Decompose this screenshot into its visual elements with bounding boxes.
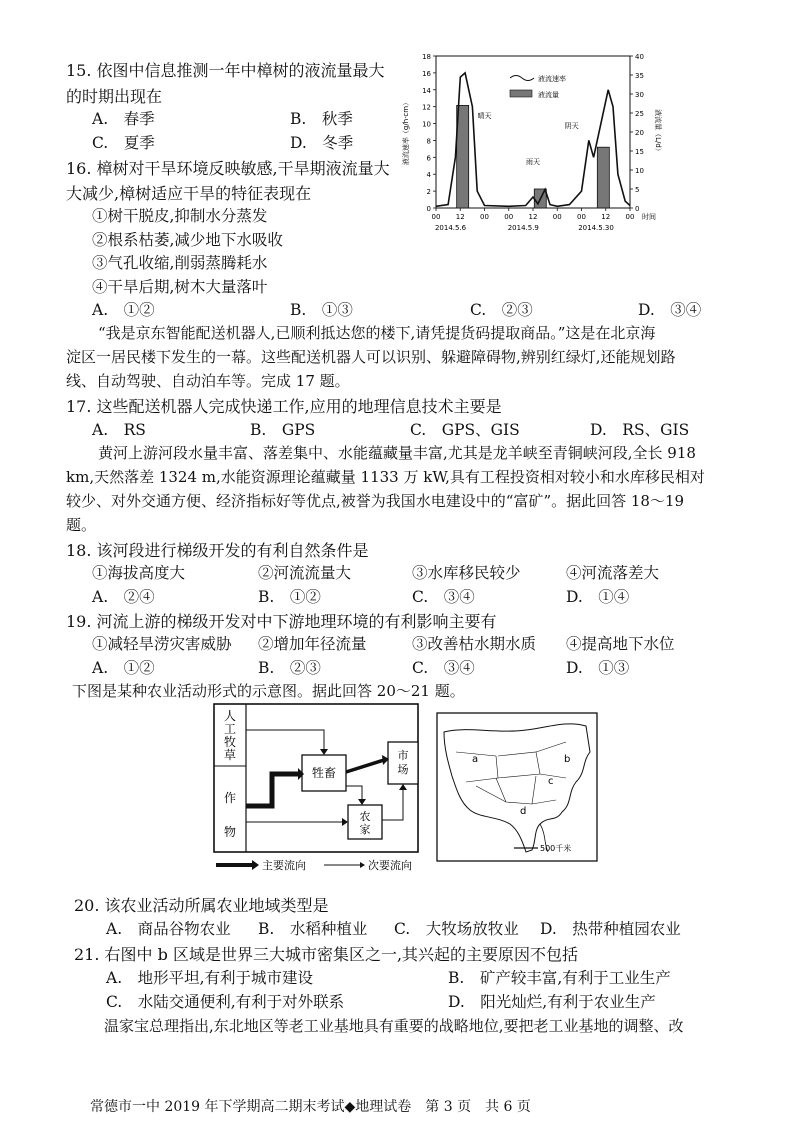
map-label-b: b bbox=[564, 754, 571, 765]
q18-option-b: B. ①② bbox=[258, 588, 321, 606]
x-tick-label: 00 bbox=[504, 213, 514, 221]
pasture-flow-arrowhead bbox=[320, 749, 328, 755]
sap-flow-volume-bar bbox=[457, 105, 469, 208]
pasture-flow-line bbox=[246, 730, 324, 753]
q19-option-c: C. ③④ bbox=[412, 659, 475, 677]
q18-item-4: ④河流落差大 bbox=[566, 564, 660, 582]
left-tick-label: 4 bbox=[426, 171, 431, 180]
passage22-line1: 温家宝总理指出,东北地区等老工业基地具有重要的战略地位,要把老工业基地的调整、改 bbox=[104, 1017, 684, 1035]
main-flow-arrow bbox=[246, 774, 298, 806]
right-tick-label: 0 bbox=[635, 205, 640, 213]
page-footer: 常德市一中 2019 年下学期高二期末考试◆地理试卷 第 3 页 共 6 页 bbox=[90, 1099, 531, 1115]
x-axis-label: 时间 bbox=[642, 213, 656, 221]
q17-stem: 17. 这些配送机器人完成快递工作,应用的地理信息技术主要是 bbox=[66, 397, 502, 416]
q18-stem: 18. 该河段进行梯级开发的有利自然条件是 bbox=[66, 541, 369, 560]
legend-bar-label: 液流量 bbox=[538, 91, 559, 99]
q21-option-d: D. 阳光灿烂,有利于农业生产 bbox=[448, 993, 656, 1011]
right-tick-label: 35 bbox=[635, 72, 644, 80]
passage18-line4: 题。 bbox=[66, 516, 97, 534]
chart-annotation: 雨天 bbox=[526, 158, 540, 166]
right-tick-label: 30 bbox=[635, 91, 644, 99]
right-tick-label: 20 bbox=[635, 129, 644, 137]
right-tick-label: 10 bbox=[635, 167, 644, 175]
q19-option-a: A. ①② bbox=[92, 659, 155, 677]
map-scale-label: 500千米 bbox=[540, 844, 572, 853]
livestock-label: 牲畜 bbox=[311, 766, 337, 780]
q19-item-1: ①减轻旱涝灾害威胁 bbox=[92, 635, 232, 653]
q17-option-a: A. RS bbox=[92, 421, 146, 439]
crop-farmer-arrowhead bbox=[342, 818, 348, 826]
q20-intro: 下图是某种农业活动形式的示意图。据此回答 20～21 题。 bbox=[72, 682, 465, 700]
x-tick-label: 00 bbox=[577, 213, 586, 221]
x-tick-label: 00 bbox=[552, 213, 562, 221]
q15-option-b: B. 秋季 bbox=[290, 110, 353, 128]
x-date-label: 2014.5.9 bbox=[507, 224, 539, 232]
q20-option-c: C. 大牧场放牧业 bbox=[394, 920, 519, 938]
q21-option-c: C. 水陆交通便利,有利于对外联系 bbox=[106, 993, 345, 1011]
right-tick-label: 5 bbox=[635, 186, 640, 194]
q16-option-c: C. ②③ bbox=[470, 301, 533, 319]
farmer-label: 农家 bbox=[359, 810, 371, 836]
q21-stem: 21. 右图中 b 区域是世界三大城市密集区之一,其兴起的主要原因不包括 bbox=[74, 945, 579, 964]
q16-item-4: ④干旱后期,树木大量落叶 bbox=[92, 278, 268, 296]
legend-bar-swatch bbox=[510, 90, 532, 97]
q21-option-b: B. 矿产较丰富,有利于工业生产 bbox=[448, 969, 671, 987]
q16-option-a: A. ①② bbox=[92, 301, 155, 319]
left-tick-label: 2 bbox=[426, 188, 431, 197]
passage17-line3: 线、自动驾驶、自动泊车等。完成 17 题。 bbox=[66, 372, 350, 390]
left-tick-label: 10 bbox=[422, 120, 431, 129]
q15-option-c: C. 夏季 bbox=[92, 134, 155, 152]
legend-minor-label: 次要流向 bbox=[368, 859, 412, 872]
left-tick-label: 18 bbox=[422, 53, 431, 61]
x-tick-label: 00 bbox=[480, 213, 489, 221]
legend-line-swatch bbox=[510, 76, 534, 81]
q20-option-b: B. 水稻种植业 bbox=[258, 920, 368, 938]
q16-option-d: D. ③④ bbox=[638, 301, 702, 319]
left-tick-label: 8 bbox=[426, 137, 431, 146]
q19-option-d: D. ①③ bbox=[566, 659, 630, 677]
q19-stem: 19. 河流上游的梯级开发对中下游地理环境的有利影响主要有 bbox=[66, 612, 497, 631]
legend-line-label: 液流速率 bbox=[538, 75, 566, 83]
map-label-c: c bbox=[548, 776, 554, 787]
right-tick-label: 15 bbox=[635, 148, 644, 156]
left-tick-label: 0 bbox=[426, 205, 431, 213]
pasture-label: 人工牧草 bbox=[223, 709, 237, 762]
livestock-market-arrow bbox=[346, 760, 384, 772]
right-axis-label: 液流量（L/d） bbox=[654, 109, 662, 155]
legend-main-arrowhead bbox=[252, 860, 259, 870]
map-label-d: d bbox=[520, 806, 527, 817]
map-label-a: a bbox=[472, 754, 479, 765]
q20-stem: 20. 该农业活动所属农业地域类型是 bbox=[74, 896, 329, 915]
x-tick-label: 12 bbox=[601, 213, 611, 221]
q18-option-c: C. ③④ bbox=[412, 588, 475, 606]
q19-item-3: ③改善枯水期水质 bbox=[412, 635, 537, 653]
q18-item-2: ②河流流量大 bbox=[258, 564, 352, 582]
q19-item-4: ④提高地下水位 bbox=[566, 635, 675, 653]
x-tick-label: 12 bbox=[528, 213, 538, 221]
x-date-label: 2014.5.6 bbox=[434, 224, 467, 232]
right-tick-label: 40 bbox=[635, 53, 644, 61]
x-tick-label: 00 bbox=[625, 213, 635, 221]
q18-item-1: ①海拔高度大 bbox=[92, 564, 186, 582]
left-tick-label: 12 bbox=[422, 103, 431, 112]
q15-stem-line2: 的时期出现在 bbox=[66, 87, 163, 106]
livestock-farmer-arrowhead bbox=[358, 799, 366, 805]
q18-option-d: D. ①④ bbox=[566, 588, 630, 606]
right-tick-label: 25 bbox=[635, 110, 644, 118]
crop-label: 作物 bbox=[223, 791, 237, 839]
q17-option-c: C. GPS、GIS bbox=[410, 421, 520, 439]
q17-option-d: D. RS、GIS bbox=[590, 421, 690, 439]
q16-item-2: ②根系枯萎,减少地下水吸收 bbox=[92, 231, 283, 249]
chart-annotation: 晴天 bbox=[477, 112, 492, 120]
x-date-label: 2014.5.30 bbox=[578, 224, 614, 232]
q16-item-3: ③气孔收缩,削弱蒸腾耗水 bbox=[92, 254, 268, 272]
passage17-line2: 淀区一居民楼下发生的一幕。这些配送机器人可以识别、躲避障碍物,辨别红绿灯,还能规划路 bbox=[66, 348, 676, 366]
farmer-market-line bbox=[382, 788, 403, 820]
sap-flow-volume-bar bbox=[597, 147, 609, 208]
q18-item-3: ③水库移民较少 bbox=[412, 564, 521, 582]
north-america-map bbox=[436, 712, 598, 862]
q16-item-1: ①树干脱皮,抑制水分蒸发 bbox=[92, 207, 268, 225]
q19-item-2: ②增加年径流量 bbox=[258, 635, 367, 653]
passage18-line3: 较少、对外交通方便、经济指标好等优点,被誉为我国水电建设中的“富矿”。据此回答 18～19 bbox=[66, 492, 685, 510]
farmer-market-arrowhead bbox=[399, 784, 407, 790]
farm-flow-diagram bbox=[212, 702, 430, 874]
q15-option-a: A. 春季 bbox=[92, 110, 155, 128]
sap-flow-chart bbox=[398, 48, 738, 238]
left-tick-label: 16 bbox=[422, 69, 431, 78]
q15-option-d: D. 冬季 bbox=[290, 134, 354, 152]
q19-option-b: B. ②③ bbox=[258, 659, 321, 677]
passage17-line1: “我是京东智能配送机器人,已顺利抵达您的楼下,请凭提货码提取商品。”这是在北京海 bbox=[98, 324, 656, 342]
q16-stem-line1: 16. 樟树对干旱环境反映敏感,干旱期液流量大 bbox=[66, 159, 390, 178]
legend-main-label: 主要流向 bbox=[262, 859, 306, 872]
x-tick-label: 12 bbox=[455, 213, 465, 221]
passage18-line2: km,天然落差 1324 m,水能资源理论蕴藏量 1133 万 kW,具有工程投资相对较小和水库移民相对 bbox=[66, 468, 705, 486]
q20-option-d: D. 热带种植园农业 bbox=[540, 920, 681, 938]
market-label: 市场 bbox=[397, 749, 409, 776]
passage18-line1: 黄河上游河段水量丰富、落差集中、水能蕴藏量丰富,尤其是龙羊峡至青铜峡河段,全长 918 bbox=[98, 444, 696, 462]
x-tick-label: 00 bbox=[431, 213, 441, 221]
left-axis-label: 液流速率（g/h·cm） bbox=[402, 98, 410, 166]
left-tick-label: 6 bbox=[426, 154, 431, 163]
q18-option-a: A. ②④ bbox=[92, 588, 155, 606]
q17-option-b: B. GPS bbox=[250, 421, 316, 439]
q20-option-a: A. 商品谷物农业 bbox=[106, 920, 231, 938]
legend-minor-arrowhead bbox=[360, 862, 365, 868]
q16-stem-line2: 大减少,樟树适应干旱的特征表现在 bbox=[66, 184, 312, 203]
chart-annotation: 阴天 bbox=[564, 122, 579, 130]
left-tick-label: 14 bbox=[422, 86, 431, 95]
q15-stem-line1: 15. 依图中信息推测一年中樟树的液流量最大 bbox=[66, 61, 385, 80]
q21-option-a: A. 地形平坦,有利于城市建设 bbox=[106, 969, 314, 987]
q16-option-b: B. ①③ bbox=[290, 301, 353, 319]
